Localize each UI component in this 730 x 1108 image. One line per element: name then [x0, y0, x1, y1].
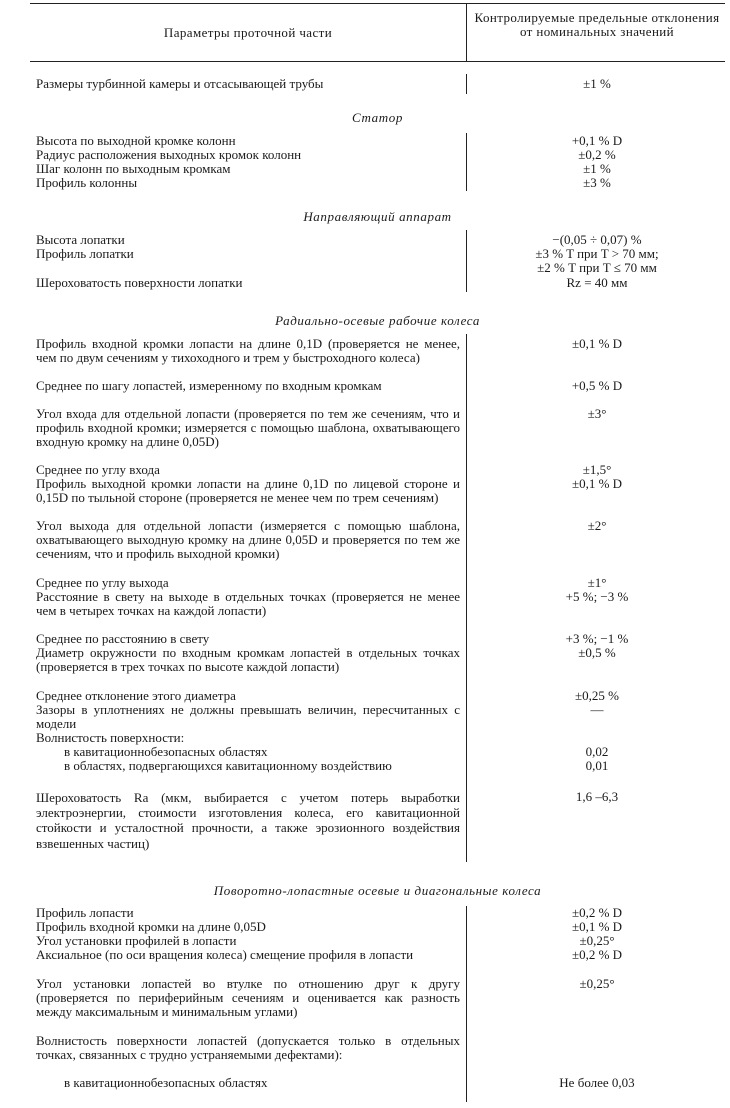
row-mean-throat: Среднее по расстоянию в свету: [36, 631, 210, 646]
section-radial-axial: Радиально-осевые рабочие колеса: [275, 313, 480, 328]
row-blade-roughness: Шероховатость поверхности лопатки: [36, 275, 243, 290]
value-turbine-chamber: ±1 %: [583, 76, 611, 91]
section-rotary-blade: Поворотно-лопастные осевые и диагональные колеса: [213, 883, 542, 898]
value-mean-outlet-angle: ±1°: [587, 575, 607, 590]
row-column-pitch: Шаг колонн по выходным кромкам: [36, 161, 231, 176]
row-mean-diameter: Среднее отклонение этого диаметра: [36, 688, 236, 703]
value-profile-angle: ±0,25°: [579, 933, 615, 948]
value-inlet-diameter: ±0,5 %: [578, 645, 616, 660]
value-column-pitch: ±1 %: [583, 161, 611, 176]
table-top-rule: [30, 3, 725, 4]
row-blade-waviness-safe: в кавитационнобезопасных областях: [64, 1075, 268, 1090]
row-column-profile: Профиль колонны: [36, 175, 138, 190]
row-throat-distance: Расстояние в свету на выходе в отдельных точках (проверяется не менее чем в четырех точках на каждой лопасти): [36, 589, 460, 619]
value-inlet-edge-rotary: ±0,1 % D: [571, 919, 623, 934]
value-blade-waviness-safe: Не более 0,03: [559, 1075, 635, 1090]
value-axial-shift: ±0,2 % D: [571, 947, 623, 962]
row-blade-profile-rotary: Профиль лопасти: [36, 905, 134, 920]
row-mean-outlet-angle: Среднее по углу выхода: [36, 575, 169, 590]
value-throat-distance: +5 %; −3 %: [565, 589, 629, 604]
value-blade-profile-rotary: ±0,2 % D: [571, 905, 623, 920]
value-column-profile: ±3 %: [583, 175, 611, 190]
value-blade-roughness: Rz = 40 мм: [566, 275, 628, 290]
row-turbine-chamber: Размеры турбинной камеры и отсасывающей трубы: [36, 76, 324, 91]
row-waviness: Волнистость поверхности:: [36, 730, 185, 745]
column-divider: [466, 230, 467, 292]
row-axial-shift: Аксиальное (по оси вращения колеса) смещение профиля в лопасти: [36, 947, 414, 962]
row-roughness-ra: Шероховатость Ra (мкм, выбирается с учетом потерь выработки электроэнергии, стоимости изготовления колеса, его кавитационной стойкости и усталостной прочности, а также эрозионного воздействия взвешенных частиц): [36, 790, 460, 851]
value-column-height: +0,1 % D: [571, 133, 623, 148]
row-blade-profile: Профиль лопатки: [36, 246, 134, 261]
row-column-height: Высота по выходной кромке колонн: [36, 133, 236, 148]
column-divider: [466, 133, 467, 191]
value-column-radius: ±0,2 %: [578, 147, 616, 162]
row-seal-gaps: Зазоры в уплотнениях не должны превышать величин, пересчитанных с модели: [36, 702, 460, 732]
section-guide-vane: Направляющий аппарат: [303, 209, 452, 224]
value-blade-height: −(0,05 ÷ 0,07) %: [552, 232, 642, 247]
value-inlet-edge-profile: ±0,1 % D: [571, 336, 623, 351]
row-blade-height: Высота лопатки: [36, 232, 125, 247]
value-waviness-safe: 0,02: [585, 744, 609, 759]
value-inlet-angle: ±3°: [587, 406, 607, 421]
row-blade-setting: Угол установки лопастей во втулке по отношению друг к другу (проверяется по периферийным сечениям и оценивается как разность между максимальным и минимальным углами): [36, 976, 460, 1020]
value-roughness-ra: 1,6 –6,3: [575, 789, 619, 804]
row-inlet-edge-rotary: Профиль входной кромки на длине 0,05D: [36, 919, 266, 934]
value-outlet-edge-profile: ±0,1 % D: [571, 476, 623, 491]
column-header-parameters: Параметры проточной части: [163, 25, 333, 40]
row-profile-angle: Угол установки профилей в лопасти: [36, 933, 237, 948]
row-inlet-edge-profile: Профиль входной кромки лопасти на длине 0,1D (проверяется не менее, чем по двум сечениям у тихоходного и трем у быстроходного колеса): [36, 336, 460, 366]
row-inlet-diameter: Диаметр окружности по входным кромкам лопастей в отдельных точках (проверяется в трех точках по высоте каждой лопасти): [36, 645, 460, 675]
column-header-deviations: Контролируемые предельные отклонения от номинальных значений: [474, 10, 720, 39]
row-inlet-angle: Угол входа для отдельной лопасти (проверяется по тем же сечениям, что и профиль входной кромки; измеряется с помощью шаблона, охватывающего входную кромку на длине 0,05D): [36, 406, 460, 450]
row-mean-inlet-angle: Среднее по углу входа: [36, 462, 160, 477]
row-outlet-angle: Угол выхода для отдельной лопасти (измеряется с помощью шаблона, охватывающего выходную кромку на длине 0,05D и проверяется по тем же сечениям, что и профиль выходной кромки): [36, 518, 460, 562]
section-stator: Статор: [352, 110, 403, 125]
value-mean-inlet-angle: ±1,5°: [582, 462, 612, 477]
column-divider: [466, 906, 467, 1102]
value-blade-setting: ±0,25°: [579, 976, 615, 991]
column-divider: [466, 74, 467, 94]
column-divider: [466, 334, 467, 862]
row-column-radius: Радиус расположения выходных кромок колонн: [36, 147, 302, 162]
value-waviness-cavitation: 0,01: [585, 758, 609, 773]
row-outlet-edge-profile: Профиль выходной кромки лопасти на длине 0,1D по лицевой стороне и 0,15D по тыльной стороне (проверяется не менее чем по трем сечениям): [36, 476, 460, 506]
row-mean-pitch: Среднее по шагу лопастей, измеренному по входным кромкам: [36, 378, 382, 393]
value-mean-pitch: +0,5 % D: [571, 378, 623, 393]
value-mean-diameter: ±0,25 %: [575, 688, 619, 703]
row-waviness-cavitation: в областях, подвергающихся кавитационному воздействию: [64, 758, 392, 773]
value-seal-gaps: —: [590, 702, 604, 717]
value-blade-profile: ±3 % T при T > 70 мм; ±2 % T при T ≤ 70 мм: [535, 246, 659, 276]
value-outlet-angle: ±2°: [587, 518, 607, 533]
value-mean-throat: +3 %; −1 %: [565, 631, 629, 646]
header-bottom-rule: [30, 61, 725, 62]
row-blade-waviness: Волнистость поверхности лопастей (допускается только в отдельных точках, связанных с трудно устраняемыми дефектами):: [36, 1033, 460, 1063]
row-waviness-safe: в кавитационнобезопасных областях: [64, 744, 268, 759]
header-column-divider: [466, 3, 467, 61]
